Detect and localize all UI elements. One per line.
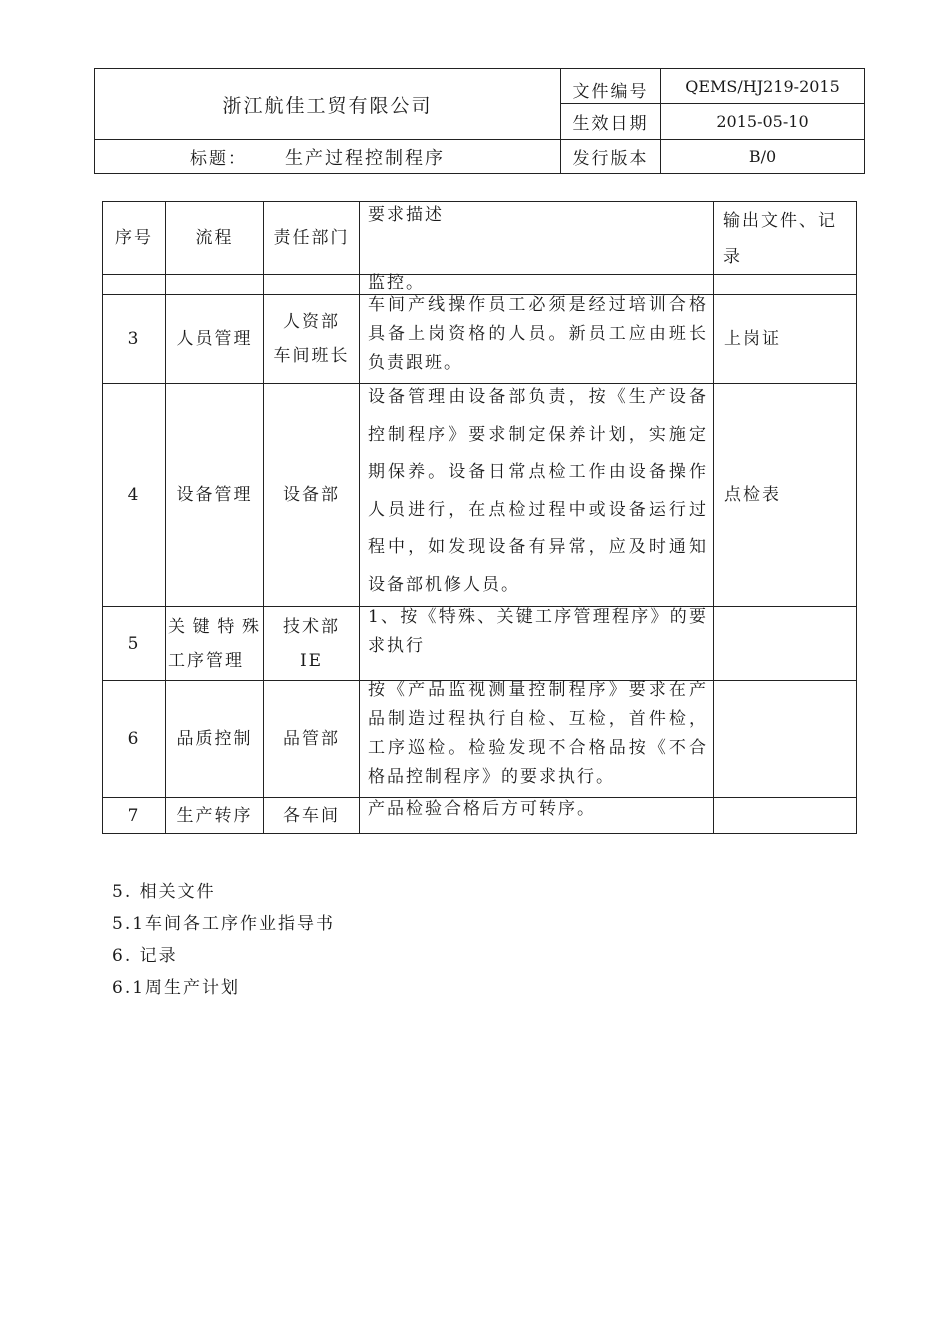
row-6-output (714, 681, 856, 797)
row-4-requirement: 设备管理由设备部负责，按《生产设备控制程序》要求制定保养计划，实施定期保养。设备日常点检工作由设备操作人员进行，在点检过程中或设备运行过程中，如发现设备有异常，应及时通知设备部机修人员。 (368, 387, 708, 595)
row-6-dept: 品管部 (283, 729, 340, 749)
row-6-process: 品质控制 (176, 729, 253, 749)
row-7-output (714, 798, 856, 833)
section-records: 6. 记录 (112, 946, 178, 966)
section-records-item: 6.1周生产计划 (112, 978, 241, 998)
section-related-docs-item: 5.1车间各工序作业指导书 (112, 914, 336, 934)
company-name: 浙江航佳工贸有限公司 (222, 94, 433, 117)
row-4-dept: 设备部 (283, 485, 340, 505)
doc-no-value: QEMS/HJ219-2015 (685, 76, 840, 96)
row-5-process: 关键特殊工序管理 (168, 616, 261, 671)
header-dept: 责任部门 (273, 228, 350, 248)
document-title: 生产过程控制程序 (285, 147, 445, 169)
row-3-requirement: 车间产线操作员工必须是经过培训合格具备上岗资格的人员。新员工应由班长负责跟班。 (368, 295, 708, 373)
title-label: 标题： (190, 149, 247, 169)
effective-date-value: 2015-05-10 (716, 112, 809, 131)
row-5-output (714, 607, 856, 680)
header-requirement: 要求描述 (368, 205, 444, 225)
doc-no-label: 文件编号 (572, 81, 649, 102)
row-7-no: 7 (127, 805, 141, 826)
row-3-dept: 人资部 车间班长 (273, 312, 350, 366)
row-5-no: 5 (127, 633, 141, 654)
row-4-no: 4 (127, 485, 141, 505)
version-label: 发行版本 (572, 149, 649, 169)
row-7-process: 生产转序 (176, 805, 253, 826)
document-header (94, 68, 865, 174)
row-6-requirement: 按《产品监视测量控制程序》要求在产品制造过程执行自检、互检，首件检，工序巡检。检验发现不合格品按《不合格品控制程序》的要求执行。 (368, 680, 708, 787)
process-table (102, 201, 857, 834)
row-3-process: 人员管理 (176, 329, 253, 349)
version-value: B/0 (748, 147, 777, 166)
header-no: 序号 (115, 228, 153, 248)
effective-date-label: 生效日期 (572, 114, 649, 134)
row-7-requirement: 产品检验合格后方可转序。 (368, 799, 596, 819)
header-output: 输出文件、记录 (723, 211, 837, 267)
row-4-process: 设备管理 (176, 485, 253, 505)
section-related-docs: 5. 相关文件 (112, 882, 216, 902)
carryover-text: 监控。 (368, 273, 425, 293)
row-3-output: 上岗证 (724, 329, 781, 349)
row-4-output: 点检表 (724, 485, 781, 505)
row-7-dept: 各车间 (283, 805, 340, 826)
row-5-requirement: 1、按《特殊、关键工序管理程序》的要求执行 (368, 607, 708, 656)
row-5-dept: 技术部 IE (283, 616, 340, 671)
header-process: 流程 (195, 228, 234, 248)
row-3-no: 3 (127, 329, 141, 349)
row-6-no: 6 (127, 729, 141, 749)
